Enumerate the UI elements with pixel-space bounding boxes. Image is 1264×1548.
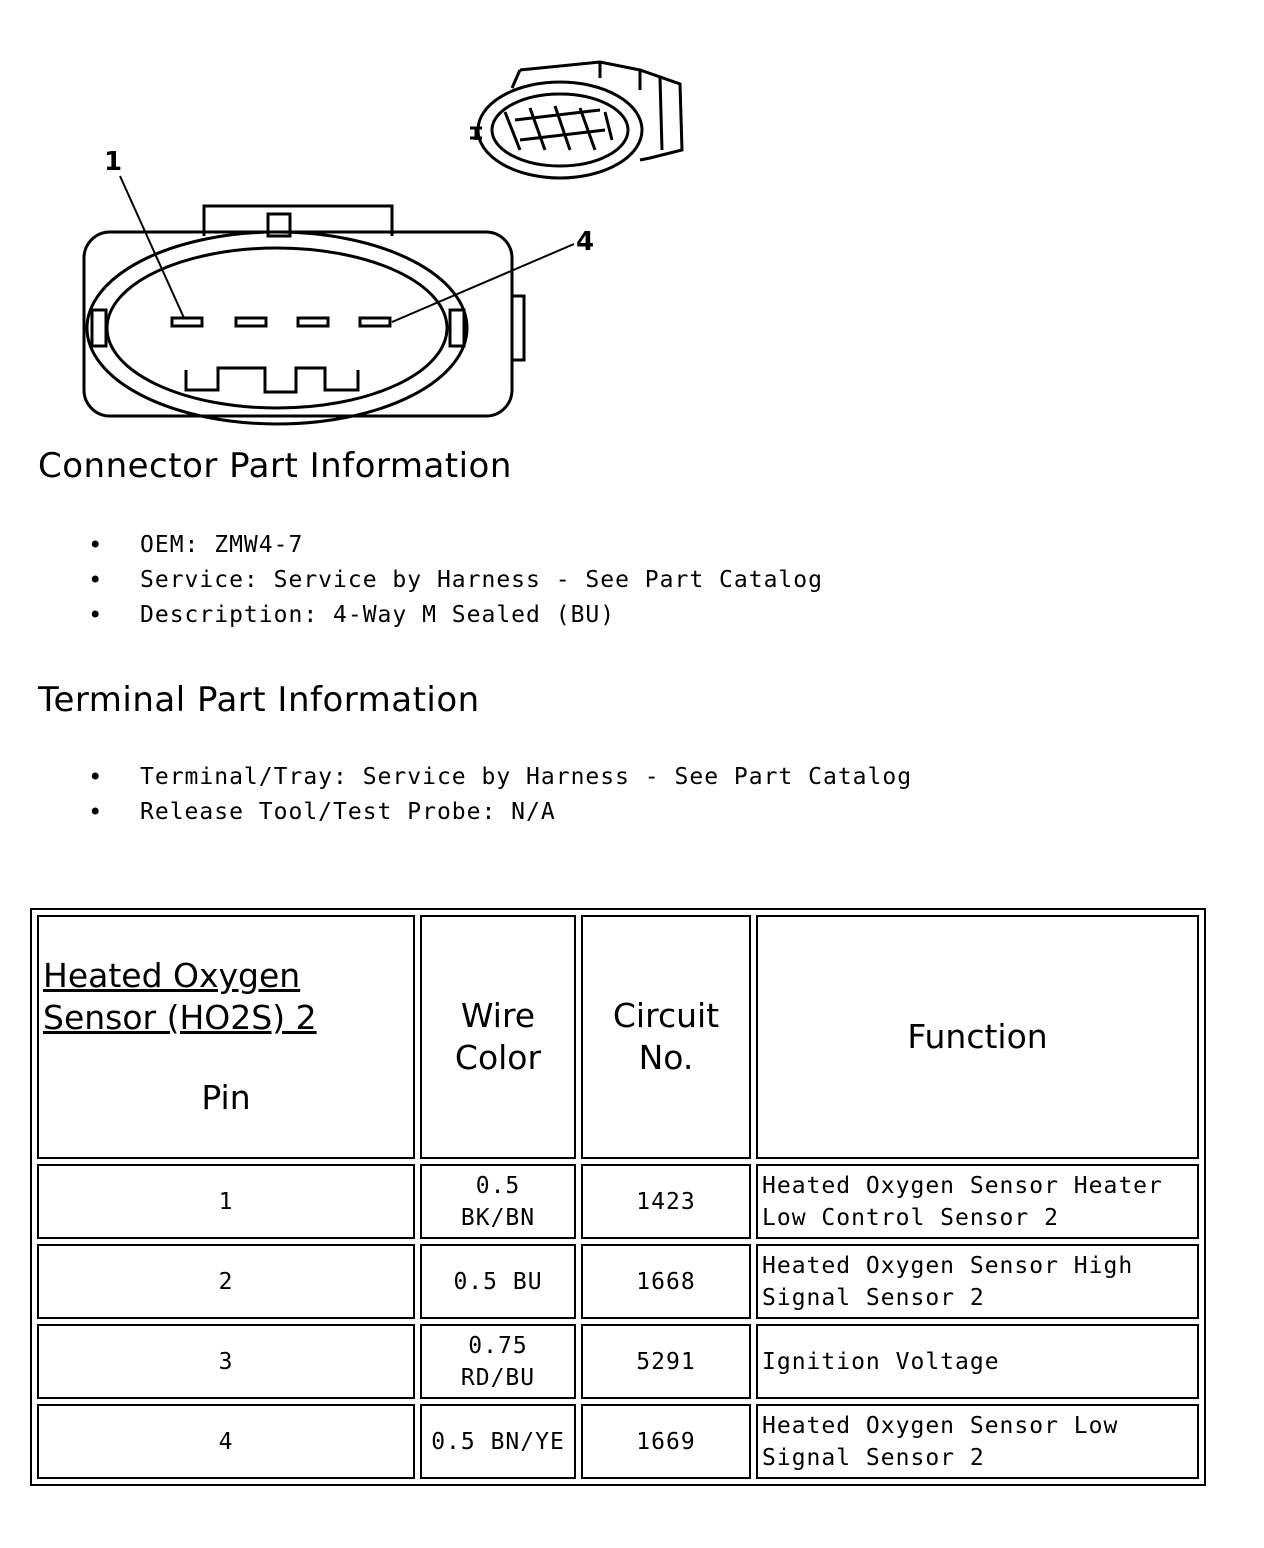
cell-wire-line2: RD/BU [460, 1364, 536, 1391]
cell-circuit: 5291 [581, 1324, 751, 1399]
cell-function [756, 1324, 1199, 1399]
table-row [37, 1324, 1199, 1399]
cell-function-line1: Ignition Voltage [762, 1348, 1000, 1375]
cell-pin: 2 [37, 1244, 415, 1319]
header-wire-color [420, 915, 576, 1159]
header-wire-line1: Wire [460, 996, 536, 1035]
table-row [37, 1244, 1199, 1319]
connector-section-title: Connector Part Information [38, 446, 512, 486]
terminal-info-list [88, 760, 912, 830]
list-item: • OEM: ZMW4-7 [88, 528, 823, 563]
cell-wire-color [420, 1164, 576, 1239]
cell-pin: 4 [37, 1404, 415, 1479]
connector-3d-illustration [470, 62, 682, 178]
cell-circuit: 1669 [581, 1404, 751, 1479]
pin-2-slot [236, 318, 266, 326]
cell-function-line1: Heated Oxygen Sensor Heater [762, 1172, 1163, 1199]
cell-wire-color [420, 1404, 576, 1479]
cell-function-line1: Heated Oxygen Sensor High [762, 1252, 1134, 1279]
cell-wire-color [420, 1244, 576, 1319]
header-wire-line2: Color [454, 1038, 542, 1077]
callout-1-label: 1 [104, 147, 123, 177]
cell-function-line2: Low Control Sensor 2 [762, 1204, 1059, 1231]
cell-function [756, 1404, 1199, 1479]
list-item: • Release Tool/Test Probe: N/A [88, 795, 912, 830]
header-pin-line2: Sensor (HO2S) 2 [43, 998, 317, 1037]
callout-4-label: 4 [576, 227, 595, 257]
table-header-row [37, 915, 1199, 1159]
list-item: • Description: 4-Way M Sealed (BU) [88, 598, 823, 633]
connector-diagram [0, 0, 1264, 440]
list-item: • Terminal/Tray: Service by Harness - See Part Catalog [88, 760, 912, 795]
cell-circuit: 1423 [581, 1164, 751, 1239]
cell-circuit: 1668 [581, 1244, 751, 1319]
cell-function [756, 1164, 1199, 1239]
terminal-pins [172, 318, 390, 326]
cell-wire-line1: 0.5 BU [453, 1268, 543, 1295]
pin-1-slot [172, 318, 202, 326]
pinout-table [30, 908, 1206, 1486]
connector-info-list [88, 528, 823, 633]
cell-function [756, 1244, 1199, 1319]
cell-pin: 3 [37, 1324, 415, 1399]
terminal-section-title: Terminal Part Information [38, 680, 480, 720]
cell-wire-line1: 0.5 [475, 1172, 521, 1199]
cell-wire-color [420, 1324, 576, 1399]
connector-face [84, 206, 524, 424]
cell-wire-line2: BK/BN [460, 1204, 536, 1231]
table-row [37, 1164, 1199, 1239]
header-pin-line1: Heated Oxygen [43, 956, 301, 995]
table-row [37, 1404, 1199, 1479]
pin-3-slot [298, 318, 328, 326]
header-function: Function [756, 915, 1199, 1159]
cell-wire-line1: 0.5 BN/YE [431, 1428, 565, 1455]
pin-4-slot [360, 318, 390, 326]
cell-function-line2: Signal Sensor 2 [762, 1284, 985, 1311]
list-item: • Service: Service by Harness - See Part Catalog [88, 563, 823, 598]
cell-function-line2: Signal Sensor 2 [762, 1444, 985, 1471]
header-circuit-line2: No. [638, 1038, 694, 1077]
cell-function-line1: Heated Oxygen Sensor Low [762, 1412, 1119, 1439]
cell-pin: 1 [37, 1164, 415, 1239]
cell-wire-line1: 0.75 [468, 1332, 528, 1359]
header-circuit-line1: Circuit [612, 996, 720, 1035]
header-circuit-no [581, 915, 751, 1159]
header-pin-line3: Pin [201, 1078, 251, 1117]
header-pin [37, 915, 415, 1159]
